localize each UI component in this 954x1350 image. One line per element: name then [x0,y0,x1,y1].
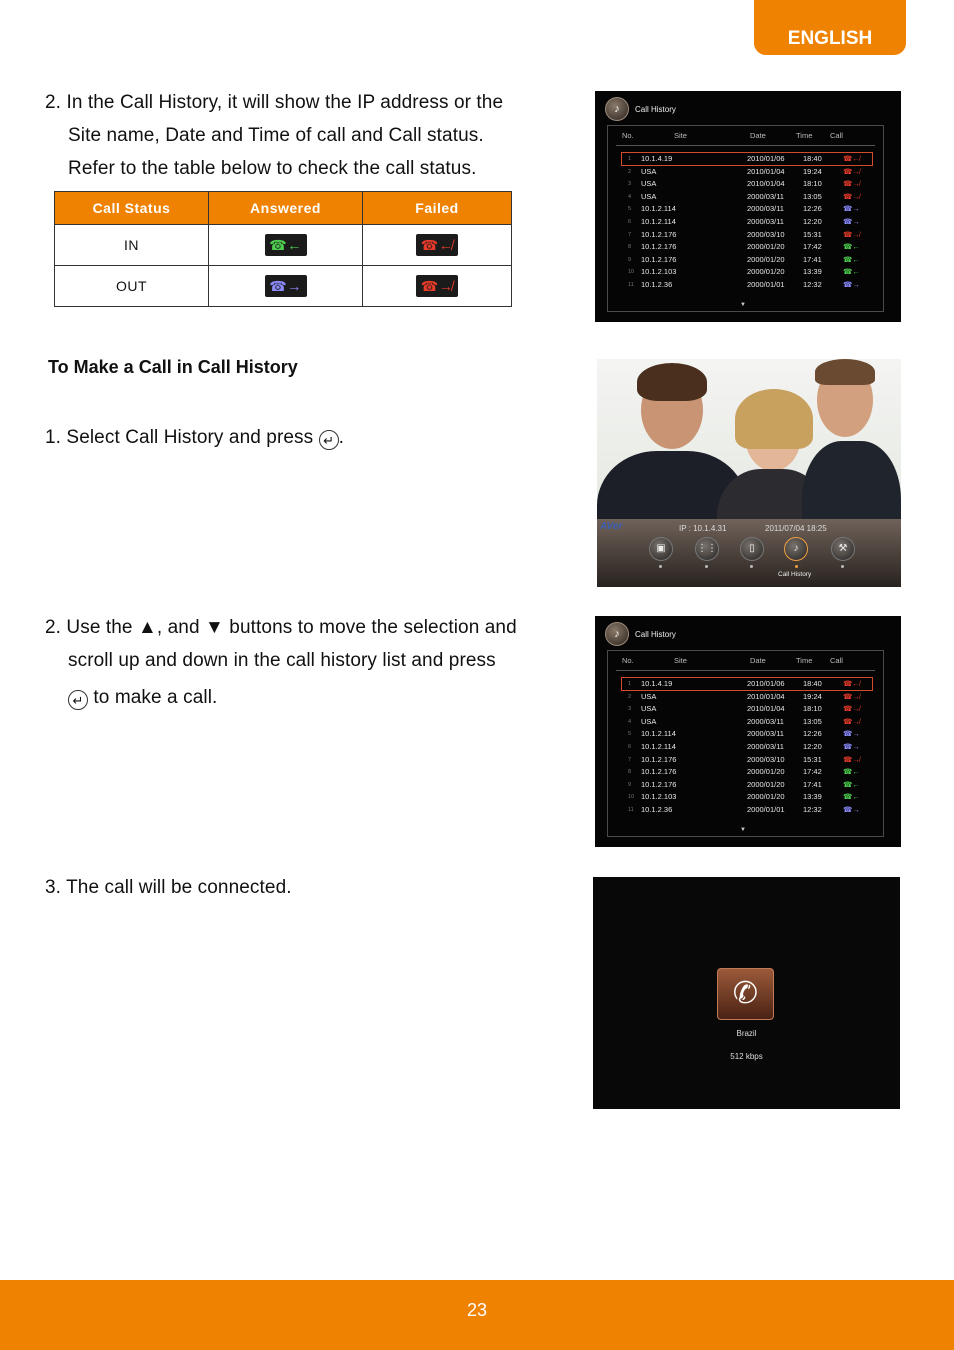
row-time: 12:26 [803,204,822,214]
connected-site: Brazil [736,1029,757,1038]
row-time: 15:31 [803,754,822,764]
row-no: 1 [628,156,632,162]
row-call: ☎→ [843,805,860,814]
table-row [55,266,512,307]
step2-move-line-3: ↵ to make a call. [45,681,517,714]
call-history-title: Call History [635,629,676,639]
in-failed-icon: ☎↚ [416,234,458,256]
row-date: 2000/01/20 [747,254,785,264]
phonebook-icon[interactable]: ▯ [740,537,764,561]
row-date: 2010/01/04 [747,166,785,176]
ip-address: IP : 10.1.4.31 [679,524,727,533]
settings-icon[interactable]: ⚒ [831,537,855,561]
out-answered-icon: ☎→ [265,275,307,297]
call-history-row[interactable] [608,741,883,753]
call-history-icon[interactable]: ♪ [784,537,808,561]
row-date: 2000/01/20 [747,779,785,789]
row-label-out: OUT [55,266,209,307]
row-site: 10.1.2.176 [641,779,677,789]
row-call: ☎↛ [843,754,860,764]
row-date: 2000/03/11 [747,742,784,751]
call-history-row[interactable] [608,178,883,190]
row-site: 10.1.2.114 [641,742,676,751]
row-time: 18:10 [803,179,822,189]
call-history-icon: ♪ [605,97,629,121]
row-date: 2000/01/01 [747,805,785,814]
row-date: 2000/03/11 [747,191,784,201]
step3-text: 3. The call will be connected. [45,877,292,898]
call-history-row[interactable] [608,703,883,715]
call-status-table [54,191,512,307]
row-no: 3 [628,181,632,188]
call-history-row[interactable] [608,766,883,778]
row-no: 3 [628,706,632,713]
call-history-title: Call History [635,104,676,114]
row-site: 10.1.4.19 [641,679,673,688]
row-no: 5 [628,731,632,738]
row-site: 10.1.2.176 [641,242,677,252]
step2-line-1: 2. In the Call History, it will show the IP address or the [45,92,504,113]
row-call: ☎← [843,267,860,277]
row-site: USA [641,704,657,714]
scroll-down-icon[interactable]: ▼ [740,827,746,833]
page-number: 23 [466,1300,488,1320]
row-site: 10.1.2.176 [641,767,677,777]
header-call-status: Call Status [55,192,209,225]
out-answered-cell [209,266,363,307]
row-site: 10.1.2.103 [641,267,677,277]
row-no: 2 [628,693,632,700]
row-call: ☎↛ [843,166,860,176]
row-site: USA [641,191,657,201]
row-no: 7 [628,756,632,763]
scroll-down-icon[interactable]: ▼ [740,302,746,308]
dialpad-icon[interactable]: ⋮⋮ [695,537,719,561]
column-header: Date [750,656,766,665]
row-call: ☎→ [843,204,860,214]
row-call: ☎→ [843,742,860,751]
row-site: 10.1.2.103 [641,792,677,802]
row-call: ☎↚ [843,679,860,688]
call-history-row[interactable] [608,754,883,766]
header-failed: Failed [363,192,512,225]
call-history-row[interactable] [622,153,872,165]
step2-line-2: Site name, Date and Time of call and Call status. [68,125,484,146]
in-failed-cell [363,225,512,266]
row-call: ☎↚ [843,154,860,163]
row-call: ☎→ [843,280,860,289]
row-call: ☎→ [843,217,860,226]
row-site: 10.1.2.36 [641,280,673,289]
call-history-row[interactable] [608,691,883,703]
row-time: 15:31 [803,229,822,239]
connected-rate: 512 kbps [730,1052,763,1061]
row-date: 2010/01/04 [747,179,785,189]
row-site: USA [641,179,657,189]
column-header: Date [750,131,766,140]
out-failed-cell [363,266,512,307]
row-date: 2000/01/20 [747,242,785,252]
call-history-row[interactable] [608,229,883,241]
row-no: 8 [628,769,632,776]
call-history-row[interactable] [608,728,883,740]
row-time: 18:40 [803,679,822,688]
call-history-row[interactable] [608,279,883,291]
step2-move-text [45,611,517,714]
row-date: 2000/03/11 [747,204,784,214]
call-history-row[interactable] [608,791,883,803]
row-site: 10.1.2.114 [641,217,676,226]
row-time: 12:32 [803,805,822,814]
phone-icon: ✆ [717,968,774,1020]
row-no: 6 [628,744,632,750]
column-header: Site [674,656,687,665]
row-time: 12:32 [803,280,822,289]
row-no: 9 [628,256,632,263]
section-heading: To Make a Call in Call History [48,357,298,377]
row-call: ☎← [843,792,860,802]
row-time: 17:41 [803,254,822,264]
home-menu-bar [597,519,901,587]
row-date: 2000/01/20 [747,267,785,277]
row-no: 10 [628,269,635,276]
row-no: 5 [628,206,632,213]
step2-move-line-1: 2. Use the ▲, and ▼ buttons to move the selection and [45,617,517,638]
call-history-screenshot [595,616,901,847]
row-time: 17:42 [803,242,822,252]
row-time: 13:05 [803,191,822,201]
row-call: ☎← [843,254,860,264]
row-time: 12:20 [803,217,822,226]
out-failed-icon: ☎↛ [416,275,458,297]
row-time: 18:10 [803,704,822,714]
row-time: 12:26 [803,729,822,739]
row-call: ☎↛ [843,179,860,189]
row-no: 11 [628,807,634,813]
row-site: 10.1.2.114 [641,729,676,739]
table-row [55,225,512,266]
call-history-row[interactable] [622,678,872,690]
row-no: 8 [628,244,632,251]
row-date: 2000/03/11 [747,217,784,226]
call-history-screenshot [595,91,901,322]
row-site: 10.1.2.36 [641,805,673,814]
row-site: 10.1.2.114 [641,204,676,214]
call-history-row[interactable] [608,266,883,278]
selected-menu-label: Call History [778,571,812,578]
row-date: 2000/03/11 [747,729,784,739]
row-date: 2010/01/06 [747,154,785,163]
column-header: No. [622,131,634,140]
call-history-row[interactable] [608,779,883,791]
call-history-row[interactable] [608,191,883,203]
row-time: 18:40 [803,154,822,163]
call-history-list [607,125,884,312]
column-header: Time [796,131,813,140]
row-no: 6 [628,219,632,225]
row-call: ☎↛ [843,691,860,701]
row-call: ☎↛ [843,704,860,714]
row-no: 1 [628,681,632,687]
row-date: 2010/01/06 [747,679,785,688]
home-screen-photo [597,359,901,587]
step2-move-line-2: scroll up and down in the call history list and press [68,650,496,671]
call-history-row[interactable] [608,166,883,178]
column-header: Call [830,656,843,665]
row-date: 2000/01/20 [747,767,785,777]
footer-bar [0,1280,954,1350]
row-site: USA [641,166,657,176]
row-site: 10.1.2.176 [641,754,677,764]
call-history-row[interactable] [608,716,883,728]
row-no: 11 [628,282,634,288]
language-tab: ENGLISH [754,0,906,55]
row-date: 2000/01/20 [747,792,785,802]
row-time: 12:20 [803,742,822,751]
step2-line-3: Refer to the table below to check the call status. [68,158,477,179]
row-time: 19:24 [803,691,822,701]
connected-screenshot [593,877,900,1109]
row-time: 19:24 [803,166,822,176]
row-date: 2000/03/10 [747,229,785,239]
enter-icon: ↵ [68,690,88,710]
row-site: USA [641,691,657,701]
row-date: 2000/01/01 [747,280,785,289]
column-header: Call [830,131,843,140]
row-call: ☎↛ [843,229,860,239]
date-time: 2011/07/04 18:25 [765,524,827,533]
step1-text: 1. Select Call History and press ↵ . [45,427,345,448]
aver-logo: AVer [600,521,623,532]
column-header: No. [622,656,634,665]
row-date: 2010/01/04 [747,691,785,701]
row-site: 10.1.2.176 [641,229,677,239]
row-call: ☎↛ [843,716,860,726]
row-date: 2000/03/11 [747,716,784,726]
row-call: ☎← [843,779,860,789]
row-label-in: IN [55,225,209,266]
in-answered-icon: ☎← [265,234,307,256]
camera-icon[interactable]: ▣ [649,537,673,561]
row-no: 7 [628,231,632,238]
row-date: 2000/03/10 [747,754,785,764]
row-date: 2010/01/04 [747,704,785,714]
call-history-header [605,622,676,646]
row-call: ☎← [843,242,860,252]
call-history-row[interactable] [608,216,883,228]
row-site: 10.1.4.19 [641,154,673,163]
column-header: Time [796,656,813,665]
row-no: 4 [628,718,632,725]
row-time: 13:39 [803,267,822,277]
row-no: 4 [628,193,632,200]
row-call: ☎← [843,767,860,777]
row-no: 9 [628,781,632,788]
row-call: ☎→ [843,729,860,739]
in-answered-cell [209,225,363,266]
call-history-row[interactable] [608,241,883,253]
enter-icon: ↵ [319,430,339,450]
row-no: 2 [628,168,632,175]
row-site: USA [641,716,657,726]
table-header-row [55,192,512,225]
column-header: Site [674,131,687,140]
call-history-row[interactable] [608,254,883,266]
row-call: ☎↛ [843,191,860,201]
call-history-row[interactable] [608,804,883,816]
row-time: 13:39 [803,792,822,802]
row-time: 17:41 [803,779,822,789]
call-history-row[interactable] [608,203,883,215]
step2-history-text [45,86,503,185]
row-time: 17:42 [803,767,822,777]
call-history-list [607,650,884,837]
call-history-header [605,97,676,121]
header-answered: Answered [209,192,363,225]
call-history-icon: ♪ [605,622,629,646]
row-no: 10 [628,794,635,801]
row-site: 10.1.2.176 [641,254,677,264]
row-time: 13:05 [803,716,822,726]
